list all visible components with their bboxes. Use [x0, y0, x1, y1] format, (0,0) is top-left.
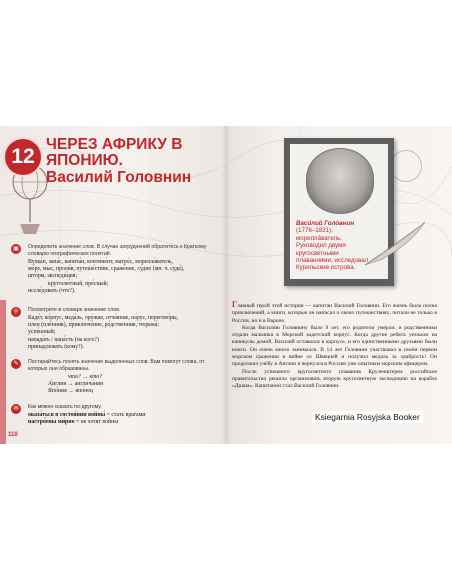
watermark: Ksiegarnia Rosyjska Booker	[312, 411, 423, 423]
portrait-image	[306, 148, 374, 214]
word-line: иссле́довать (что?).	[28, 287, 76, 294]
page-number: 110	[8, 432, 18, 438]
word-line: плен (плéнник), приключе́ние, ро́дственник, тюрьма́;	[28, 322, 159, 329]
left-accent-strip	[0, 300, 6, 444]
chapter-title	[46, 137, 221, 186]
story-paragraph-2: Когда Василию Головнину было 9 лет, его родители умерли, и родственники отдали мальчика в Морской кадетский корпус. Когда другие ребята уезжали на каникулы домой, Василий оставался в корпусе, и его единственными друзьями были книги. Он очень много занимался. В 14 лет Головнин участвовал в своём первом морском сражении в войне со Швецией и получил медаль за храбрость! Он продолжил учёбу в Англии и вернулся в Россию уже опытным морским офицером.	[232, 324, 437, 368]
story-paragraph-1-text: лавный герой этой истории — капитан Василий Головнин. Его жизнь была полна приключений, а книги, которые он написал о своих путешествиях, читали не только в России, но и в Европе.	[232, 303, 437, 324]
word-line: кругосве́тный, пре́сный;	[48, 280, 109, 287]
exercise-4	[13, 404, 223, 426]
stamp-mark	[390, 150, 422, 182]
portrait-caption	[296, 220, 370, 272]
word-line: что? → кто?	[68, 374, 103, 380]
exercise-2-words	[28, 315, 223, 351]
phrase-meaning: = стать врагами	[105, 412, 146, 418]
chapter-subtitle: Василий Головнин	[46, 169, 192, 186]
exercise-2	[13, 307, 223, 351]
story-paragraph-3: После успешного кругосветного плавания Крузенштерна российское правительство решило организовать вторую кругосветную экспедицию на корабле «Диана». Капитаном стал Василий Головнин.	[232, 368, 437, 390]
drop-cap: Г	[232, 300, 238, 309]
word-line: успе́шный;	[28, 329, 56, 336]
book-icon: ▣	[11, 244, 21, 254]
exercise-3-instruction: Постарайтесь понять значение выделенных слов. Вам помогут слова, от которых они образованы.	[28, 359, 205, 372]
portrait-name: Васи́лий Голо́внин	[296, 220, 355, 227]
word-line: што́рм, экспеди́ция;	[28, 273, 78, 280]
exercise-2-instruction: Посмотрите в словаре значение слов.	[28, 307, 121, 313]
exercise-1-instruction: Определите значение слов. В случае затруднений обратитесь к Краткому словарю географических понятий.	[28, 244, 207, 257]
quill-icon	[360, 220, 430, 270]
word-line: принадлежа́ть (кому?).	[28, 343, 85, 350]
exercise-3	[13, 359, 223, 396]
word-line: А́нглия → англича́нин	[48, 381, 104, 388]
word-line: Япо́ния → япо́нец	[48, 388, 93, 395]
chapter-number: 12	[5, 139, 41, 175]
chapter-title-main: ЧЕРЕЗ АФРИКУ В ЯПОНИЮ.	[46, 136, 183, 169]
word-line: Каде́т, ко́рпус, меда́ль, ору́жие, отча́яние, па́рус, перегово́ры,	[28, 315, 179, 321]
pencil-icon: ✎	[11, 359, 21, 369]
word-line: напада́ть / напа́сть (на кого?)	[28, 336, 99, 343]
phrase-bold: оказа́ться в состоя́нии войны́	[28, 412, 106, 418]
phrase-meaning: = не хотят войны	[74, 419, 119, 426]
exercise-4-instruction: Как можно сказать по-другому.	[28, 404, 102, 410]
story-text	[232, 301, 437, 391]
portrait-description: морепла́ватель. Руководил двумя кругосветными плаваниями, исследовал Курильские острова.	[296, 234, 369, 272]
exercise-4-words	[28, 412, 223, 426]
phrase-line	[28, 419, 223, 426]
exercise-1	[13, 244, 223, 295]
phrase-bold: настро́ены ми́рно	[28, 419, 75, 426]
speech-icon: ✉	[11, 404, 21, 414]
word-line: мо́ре, мыс, проли́в, путеше́ствие, сраже́ние, су́дно (мн. ч. суда́),	[28, 266, 185, 273]
story-paragraph-1	[232, 301, 437, 325]
exercise-3-words	[28, 374, 223, 396]
word-line: Вулка́н, запа́с, капита́н, контине́нт, матро́с, морепла́ватель,	[28, 259, 173, 265]
exercise-1-words	[28, 259, 223, 295]
search-icon: ⚲	[11, 307, 21, 317]
portrait-years: (1776–1831),	[296, 227, 333, 235]
